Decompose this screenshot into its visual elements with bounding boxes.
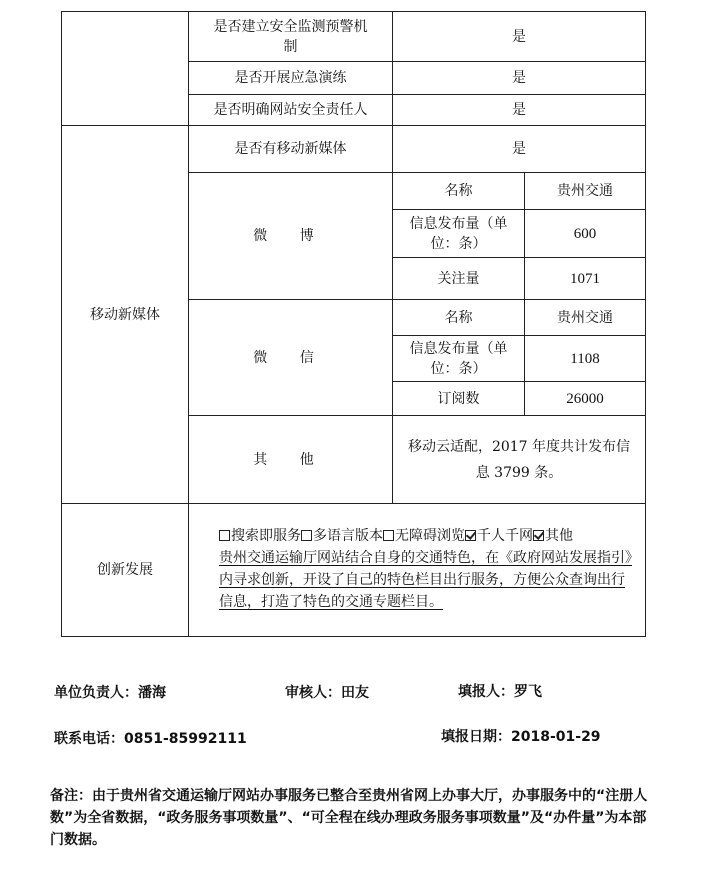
innovation-description: 贵州交通运输厅网站结合自身的交通特色，在《政府网站发展指引》内寻求创新，开设了自己的特色栏目出行服务，方便公众查询出行信息，打造了特色的交通专题栏目。 (219, 550, 632, 610)
contact-phone: 联系电话：0851-85992111 (54, 731, 247, 747)
security-owner-value: 是 (393, 95, 646, 126)
personalized-checkbox[interactable] (465, 530, 476, 541)
wechat-name-value: 贵州交通 (525, 300, 646, 336)
wechat-name-label: 名称 (393, 300, 525, 336)
accessibility-checkbox[interactable] (383, 530, 394, 541)
security-monitoring-value: 是 (393, 12, 646, 62)
mobile-media-section-label: 移动新媒体 (62, 126, 189, 504)
innovation-content (189, 504, 646, 637)
wechat-label: 微 信 (189, 300, 393, 416)
innovation-options (219, 525, 637, 547)
has-new-media-label: 是否有移动新媒体 (189, 126, 393, 173)
accessibility-label: 无障碍浏览 (395, 528, 465, 544)
search-as-service-checkbox[interactable] (219, 530, 230, 541)
personalized-label: 千人千网 (477, 528, 533, 544)
filler: 填报人：罗飞 (458, 684, 542, 700)
wechat-posts-value: 1108 (525, 336, 646, 382)
multi-language-label: 多语言版本 (313, 528, 383, 544)
security-section-cell (62, 12, 189, 126)
emergency-drill-label: 是否开展应急演练 (189, 62, 393, 95)
other-label: 其他 (545, 528, 573, 544)
remark-note: 备注：由于贵州省交通运输厅网站办事服务已整合至贵州省网上办事大厅，办事服务中的“注册人数”为全省数据，“政务服务事项数量”、“可全程在线办理政务服务事项数量”及“办件量”为本部门数据。 (50, 788, 648, 848)
wechat-posts-label: 信息发布量（单位：条） (393, 336, 525, 382)
fill-date: 填报日期：2018-01-29 (441, 729, 601, 745)
other-media-label: 其 他 (189, 416, 393, 504)
weibo-posts-label: 信息发布量（单位：条） (393, 210, 525, 258)
weibo-followers-label: 关注量 (393, 258, 525, 300)
weibo-name-value: 贵州交通 (525, 173, 646, 210)
innovation-section-label: 创新发展 (62, 504, 189, 637)
security-owner-label: 是否明确网站安全责任人 (189, 95, 393, 126)
weibo-name-label: 名称 (393, 173, 525, 210)
security-monitoring-label: 是否建立安全监测预警机制 (189, 12, 393, 62)
weibo-followers-value: 1071 (525, 258, 646, 300)
wechat-subscribers-label: 订阅数 (393, 382, 525, 416)
multi-language-checkbox[interactable] (301, 530, 312, 541)
other-checkbox[interactable] (533, 530, 544, 541)
reviewer: 审核人：田友 (285, 685, 369, 701)
emergency-drill-value: 是 (393, 62, 646, 95)
has-new-media-value: 是 (393, 126, 646, 173)
report-table (61, 11, 646, 637)
weibo-posts-value: 600 (525, 210, 646, 258)
other-media-value: 移动云适配，2017 年度共计发布信息 3799 条。 (393, 416, 646, 504)
unit-head: 单位负责人：潘海 (54, 685, 166, 701)
wechat-subscribers-value: 26000 (525, 382, 646, 416)
search-as-service-label: 搜索即服务 (231, 528, 301, 544)
weibo-label: 微 博 (189, 173, 393, 300)
